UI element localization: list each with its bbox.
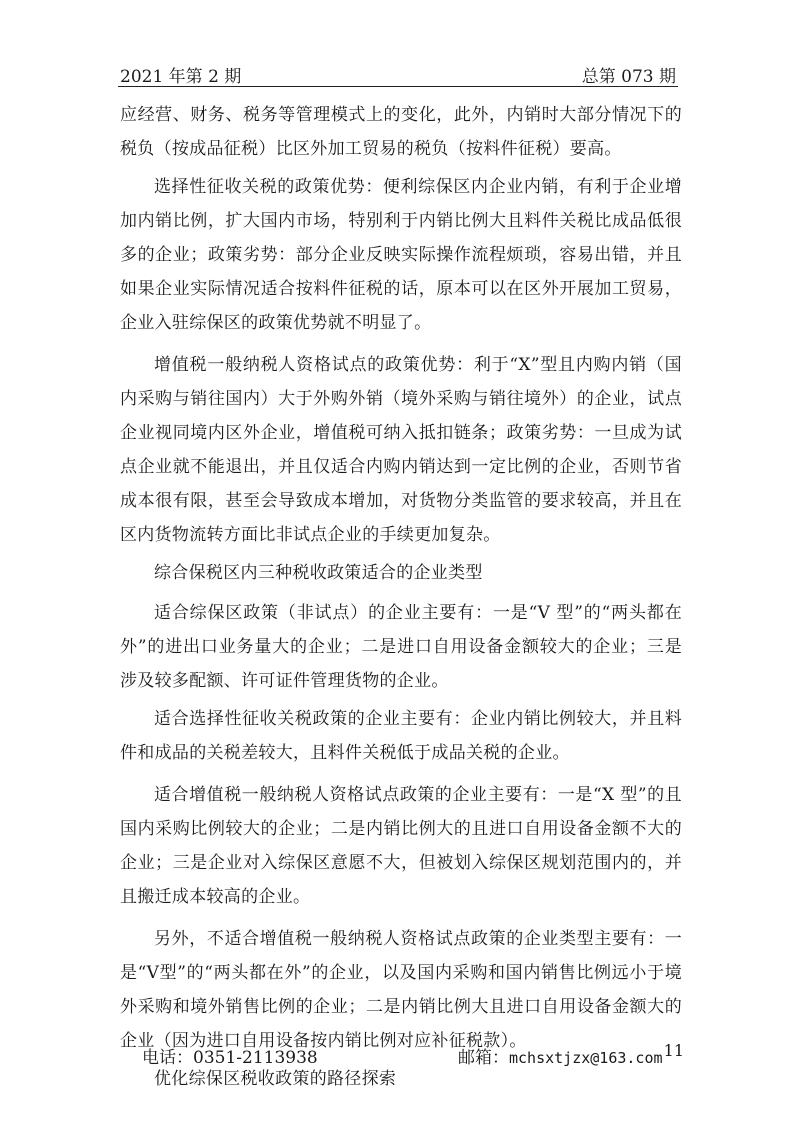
page-footer bbox=[142, 1043, 682, 1067]
page-header bbox=[118, 58, 678, 86]
section-heading-enterprise-types: 综合保税区内三种税收政策适合的企业类型 bbox=[154, 563, 483, 583]
paragraph-selective-tariff: 选择性征收关税的政策优势：便利综保区内企业内销，有利于企业增加内销比例，扩大国内市场，特别利于内销比例大且料件关税比成品低很多的企业；政策劣势：部分企业反映实际操作流程烦琐，容易出错，并且如果企业实际情况适合按料件征税的话，原本可以在区外开展加工贸易，企业入驻综保区的政策优势就不明显了。 bbox=[120, 177, 682, 333]
contact-phone: 电话：0351-2113938 bbox=[142, 1048, 318, 1068]
article-body bbox=[120, 98, 682, 1096]
paragraph-vat-pilot-fit: 适合增值税一般纳税人资格试点政策的企业主要有：一是“X 型”的且国内采购比例较大的企业；二是内销比例大的且进口自用设备金额不大的企业；三是企业对入综保区意愿不大，但被划入综保区规划范围内的，并且搬迁成本较高的企业。 bbox=[120, 785, 682, 907]
paragraph-selective-fit: 适合选择性征收关税政策的企业主要有：企业内销比例较大，并且料件和成品的关税差较大，且料件关税低于成品关税的企业。 bbox=[120, 709, 682, 763]
paragraph-non-pilot-fit: 适合综保区政策（非试点）的企业主要有：一是“V 型”的“两头都在外”的进出口业务量大的企业；二是进口自用设备金额较大的企业；三是涉及较多配额、许可证件管理货物的企业。 bbox=[120, 603, 682, 691]
contact-email-block bbox=[458, 1043, 663, 1068]
issue-number: 总第 073 期 bbox=[581, 67, 676, 87]
paragraph-vat-pilot: 增值税一般纳税人资格试点的政策优势：利于“X”型且内购内销（国内采购与销往国内）大于外购外销（境外采购与销往境外）的企业，试点企业视同境内区外企业，增值税可纳入抵扣链条；政策劣势：一旦成为试点企业就不能退出，并且仅适合内购内销达到一定比例的企业，否则节省成本很有限，甚至会导致成本增加，对货物分类监管的要求较高，并且在区内货物流转方面比非试点企业的手续更加复杂。 bbox=[120, 355, 682, 545]
page-number: 11 bbox=[663, 1041, 684, 1060]
paragraph-continuation: 应经营、财务、税务等管理模式上的变化，此外，内销时大部分情况下的税负（按成品征税）比区外加工贸易的税负（按料件征税）要高。 bbox=[120, 105, 682, 159]
header-divider bbox=[118, 86, 678, 87]
email-label: 邮箱： bbox=[458, 1048, 509, 1068]
contact-email: mchsxtjzx@163.com bbox=[509, 1049, 663, 1067]
issue-date: 2021 年第 2 期 bbox=[120, 67, 242, 87]
paragraph-vat-pilot-unfit: 另外，不适合增值税一般纳税人资格试点政策的企业类型主要有：一是“V型”的“两头都在外”的企业，以及国内采购和国内销售比例远小于境外采购和境外销售比例的企业；二是内销比例大且进口自用设备金额大的企业（因为进口自用设备按内销比例对应补征税款）。 bbox=[120, 929, 682, 1051]
section-heading-optimization: 优化综保区税收政策的路径探索 bbox=[154, 1069, 397, 1089]
